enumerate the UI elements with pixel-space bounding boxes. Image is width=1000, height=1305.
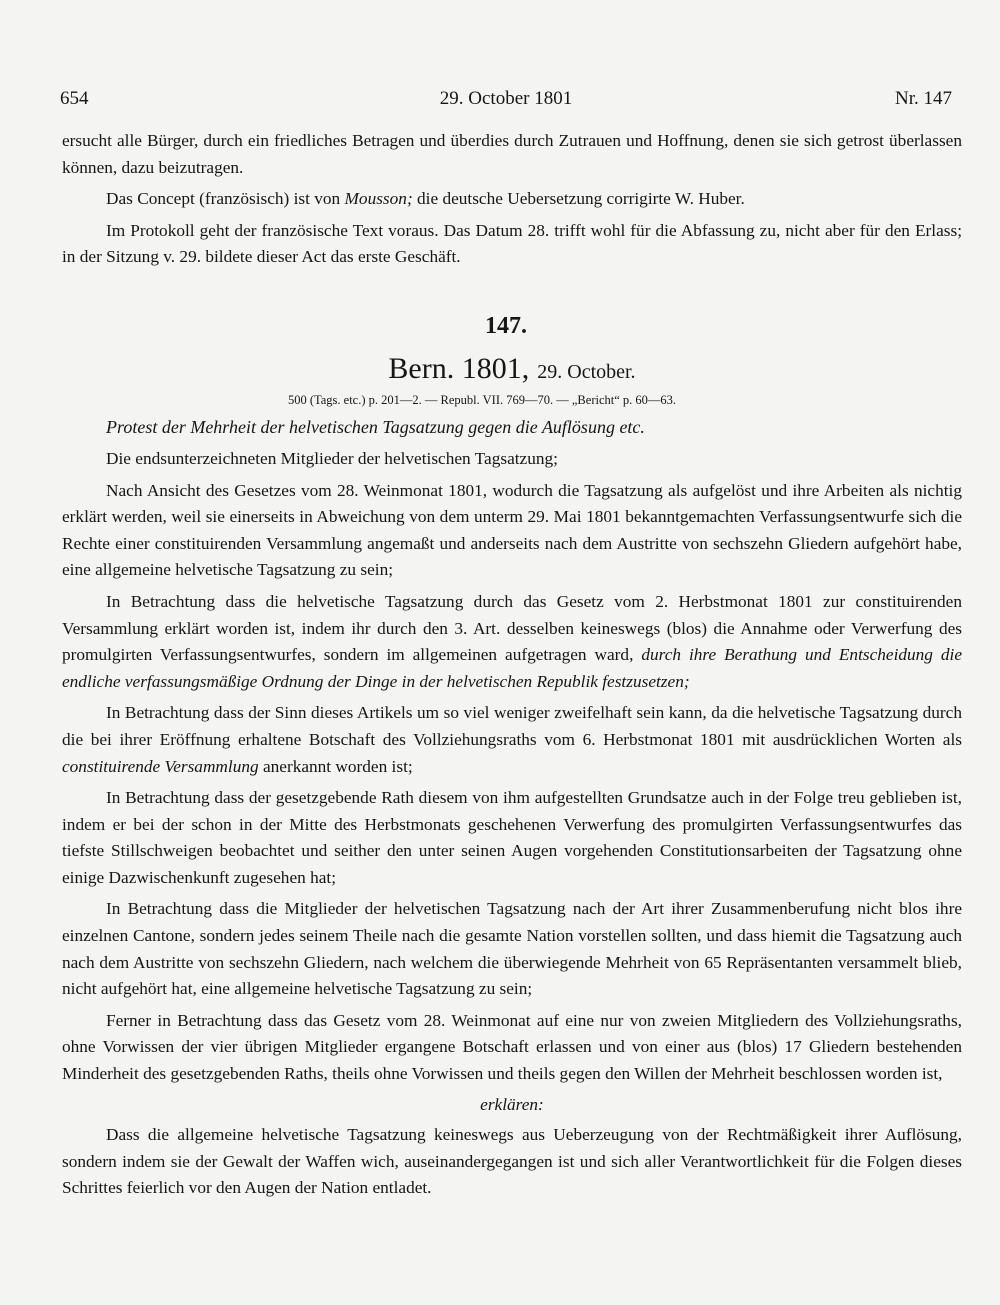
paragraph-3-italic: durch ihre Berathung und Entscheidung die endliche verfassungsmäßige Ordnung der Dinge in der helvetischen Republik festzusetzen; bbox=[62, 645, 963, 691]
header-doc-ref: Nr. 147 bbox=[895, 88, 952, 109]
document-place-date bbox=[62, 351, 962, 391]
page-header bbox=[60, 88, 952, 118]
document-number: 147. bbox=[485, 312, 527, 339]
paragraph-7: Ferner in Betrachtung dass das Gesetz vom 28. Weinmonat auf eine nur von zweien Mitgliedern des Vollziehungsraths, ohne Vorwissen der vier übrigen Mitglieder ergangene Botschaft erlassen und von einer aus (blos) 17 Gliedern bestehenden Minderheit des gesetzgebenden Raths, theils ohne Vorwissen und theils gegen den Willen der Mehrheit beschlossen worden ist, bbox=[62, 1010, 962, 1084]
intro-paragraph-3: Im Protokoll geht der französische Text voraus. Das Datum 28. trifft wohl für die Abfassung zu, nicht aber für den Erlass; in der Sitzung v. 29. bildete dieser Act das erste Geschäft. bbox=[62, 220, 962, 267]
paragraph-1: Die endsunterzeichneten Mitglieder der helvetischen Tagsatzung; bbox=[106, 448, 558, 468]
paragraph-3-text: In Betrachtung dass die helvetische Tagsatzung durch das Gesetz vom 2. Herbstmonat 1801 zur constituirenden Versammlung erklärt worden ist, indem ihr durch den 3. Art. desselben keineswegs (blos) die Annahme oder Verwerfung des promulgirten Verfassungsentwurfes, sondern im allgemeinen aufgetragen ward, bbox=[62, 591, 962, 665]
document-place-year: Bern. 1801, bbox=[388, 351, 530, 385]
document-date: 29. October. bbox=[537, 360, 636, 383]
body-text bbox=[62, 128, 962, 1202]
paragraph-4-italic: constituirende Versammlung bbox=[62, 756, 259, 776]
paragraph-3 bbox=[62, 589, 962, 695]
paragraph-8: Dass die allgemeine helvetische Tagsatzung keineswegs aus Ueberzeugung von der Rechtmäßigkeit ihrer Auflösung, sondern indem sie der Gewalt der Waffen wich, auseinandergegangen ist und sich aller Verantwortlichkeit für die Folgen dieses Schrittes feierlich vor den Augen der Nation entladet. bbox=[62, 1125, 962, 1198]
intro-paragraph-2-text: Das Concept (französisch) ist von bbox=[106, 189, 345, 209]
page-number: 654 bbox=[60, 88, 89, 109]
intro-paragraph-2-author: Mousson; bbox=[344, 189, 413, 209]
intro-paragraph-2 bbox=[62, 186, 962, 213]
document-sources: 500 (Tags. etc.) p. 201—2. — Republ. VII. 769—70. — „Bericht“ p. 60—63. bbox=[287, 392, 677, 407]
header-date: 29. October 1801 bbox=[439, 88, 573, 109]
paragraph-6: In Betrachtung dass die Mitglieder der helvetischen Tagsatzung nach der Art ihrer Zusammenberufung nicht blos ihre einzelnen Cantone, sondern jedes seinem Theile nach die gesamte Nation vorstellen sollten, und dass hiemit die Tagsatzung auch nach dem Austritte von sechszehn Gliedern, nach welchem die überwiegende Mehrheit von 65 Repräsentanten versammelt blieb, nicht aufgehört hat, eine allgemeine helvetische Tagsatzung zu sein; bbox=[62, 899, 962, 999]
paragraph-4 bbox=[62, 700, 962, 780]
paragraph-4-text-end: anerkannt worden ist; bbox=[258, 756, 413, 776]
intro-paragraph-1: ersucht alle Bürger, durch ein friedliches Betragen und überdies durch Zutrauen und Hoffnung, denen sie sich getrost überlassen können, dazu beizutragen. bbox=[62, 131, 962, 177]
document-title: Protest der Mehrheit der helvetischen Tagsatzung gegen die Auflösung etc. bbox=[106, 416, 645, 437]
paragraph-4-text: In Betrachtung dass der Sinn dieses Artikels um so viel weniger zweifelhaft sein kann, da die helvetische Tagsatzung durch die bei ihrer Eröffnung erhaltene Botschaft des Vollziehungsraths vom 6. Herbstmonat 1801 mit ausdrücklichen Worten als bbox=[62, 703, 962, 749]
intro-paragraph-2-text-end: die deutsche Uebersetzung corrigirte W. Huber. bbox=[412, 189, 745, 209]
paragraph-2: Nach Ansicht des Gesetzes vom 28. Weinmonat 1801, wodurch die Tagsatzung als aufgelöst und ihre Arbeiten als nichtig erklärt werden, weil sie einerseits in Abweichung von dem unterm 29. Mai 1801 bekanntgemachten Verfassungsentwurfe sich die Rechte einer constituirenden Versammlung angemaßt und anderseits nach dem Austritte von sechszehn Gliedern aufgehört habe, eine allgemeine helvetische Tagsatzung zu sein; bbox=[62, 480, 962, 580]
declaration-heading: erklären: bbox=[480, 1094, 544, 1114]
paragraph-5: In Betrachtung dass der gesetzgebende Rath diesem von ihm aufgestellten Grundsatze auch in der Folge treu geblieben ist, indem er bei der schon in der Mitte des Herbstmonats geschehenen Verwerfung des promulgirten Verfassungsentwurfes das tiefste Stillschweigen beobachtet und seither den unter seinen Augen vorgehenden Constitutionsarbeiten der Tagsatzung ohne einige Dazwischenkunft zugesehen hat; bbox=[62, 788, 962, 887]
